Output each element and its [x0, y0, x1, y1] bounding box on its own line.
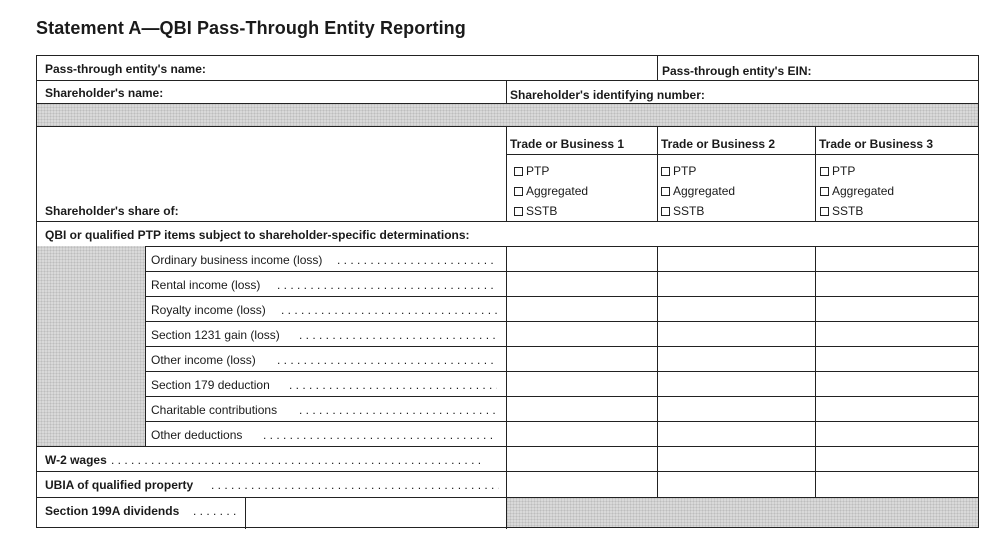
qbi-item-section-179: Section 179 deduction: [151, 378, 270, 392]
ubia-label: UBIA of qualified property: [45, 478, 194, 492]
shaded-dividends-area: [506, 497, 978, 527]
checkbox[interactable]: [514, 187, 523, 196]
form-title: Statement A—QBI Pass-Through Entity Reporting: [36, 18, 466, 38]
checkbox[interactable]: [820, 207, 829, 216]
business-2-sstb-option[interactable]: SSTB: [661, 204, 704, 218]
qbi-section-label: QBI or qualified PTP items subject to shareholder-specific determinations:: [45, 228, 470, 242]
business-1-sstb-option[interactable]: SSTB: [514, 204, 557, 218]
dot-leader: [289, 378, 497, 392]
dot-leader: [281, 303, 497, 317]
qbi-item-other-deductions: Other deductions: [151, 428, 243, 442]
business-1-ptp-option[interactable]: PTP: [514, 164, 549, 178]
qbi-item-section-1231: Section 1231 gain (loss): [151, 328, 280, 342]
checkbox[interactable]: [661, 207, 670, 216]
dot-leader: [211, 478, 499, 492]
entity-name-label: Pass-through entity's name:: [45, 62, 206, 76]
qbi-item-charitable: Charitable contributions: [151, 403, 278, 417]
dot-leader: [337, 253, 497, 267]
dot-leader: [277, 353, 497, 367]
qbi-statement-form: [36, 55, 979, 528]
dot-leader: [111, 453, 499, 467]
checkbox[interactable]: [820, 187, 829, 196]
checkbox[interactable]: [661, 187, 670, 196]
dot-leader: [277, 278, 497, 292]
dot-leader: [299, 403, 497, 417]
qbi-item-other-income: Other income (loss): [151, 353, 256, 367]
shareholder-name-label: Shareholder's name:: [45, 86, 164, 100]
dot-leader: [299, 328, 497, 342]
dot-leader: [263, 428, 497, 442]
checkbox[interactable]: [820, 167, 829, 176]
shaded-band: [37, 103, 978, 126]
shareholder-id-label: Shareholder's identifying number:: [510, 88, 705, 102]
qbi-item-rental-income: Rental income (loss): [151, 278, 261, 292]
business-1-aggregated-option[interactable]: Aggregated: [514, 184, 588, 198]
business-3-heading: Trade or Business 3: [819, 137, 934, 151]
share-of-label: Shareholder's share of:: [45, 204, 179, 218]
entity-ein-label: Pass-through entity's EIN:: [662, 64, 812, 78]
shaded-left-block: [37, 246, 145, 446]
checkbox[interactable]: [661, 167, 670, 176]
business-2-heading: Trade or Business 2: [661, 137, 776, 151]
business-2-ptp-option[interactable]: PTP: [661, 164, 696, 178]
business-2-aggregated-option[interactable]: Aggregated: [661, 184, 735, 198]
w2-wages-label: W-2 wages: [45, 453, 107, 467]
section-199a-dividends-label: Section 199A dividends: [45, 504, 180, 518]
qbi-item-royalty-income: Royalty income (loss): [151, 303, 266, 317]
qbi-item-ordinary-income: Ordinary business income (loss): [151, 253, 323, 267]
dot-leader: [193, 504, 239, 518]
business-3-ptp-option[interactable]: PTP: [820, 164, 855, 178]
checkbox[interactable]: [514, 207, 523, 216]
business-1-heading: Trade or Business 1: [510, 137, 625, 151]
business-3-aggregated-option[interactable]: Aggregated: [820, 184, 894, 198]
business-3-sstb-option[interactable]: SSTB: [820, 204, 863, 218]
checkbox[interactable]: [514, 167, 523, 176]
